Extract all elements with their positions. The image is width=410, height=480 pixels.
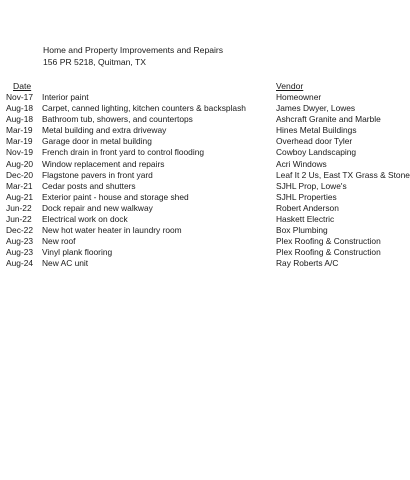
row-date: Aug-20 xyxy=(6,158,34,169)
row-description: Exterior paint - house and storage shed xyxy=(42,191,189,202)
row-vendor: Haskett Electric xyxy=(276,214,335,225)
row-description: Electrical work on dock xyxy=(42,214,128,225)
table-row xyxy=(0,92,410,103)
row-vendor: Cowboy Landscaping xyxy=(276,147,357,158)
table-row xyxy=(0,247,410,258)
row-description: Flagstone pavers in front yard xyxy=(42,169,153,180)
row-vendor: Overhead door Tyler xyxy=(276,136,353,147)
row-description: New AC unit xyxy=(42,258,89,269)
table-row xyxy=(0,136,410,147)
row-description: Garage door in metal building xyxy=(42,136,152,147)
row-date: Aug-18 xyxy=(6,114,34,125)
row-date: Aug-23 xyxy=(6,247,34,258)
row-vendor: Plex Roofing & Construction xyxy=(276,236,381,247)
row-date: Nov-19 xyxy=(6,147,33,158)
table-row xyxy=(0,114,410,125)
row-description: French drain in front yard to control flooding xyxy=(42,147,205,158)
row-description: Bathroom tub, showers, and countertops xyxy=(42,114,193,125)
table-row xyxy=(0,192,410,203)
row-date: Aug-18 xyxy=(6,103,34,114)
row-description: Window replacement and repairs xyxy=(42,158,165,169)
row-date: Nov-17 xyxy=(6,92,33,102)
table-row xyxy=(0,203,410,214)
table-row xyxy=(0,159,410,170)
row-date: Mar-21 xyxy=(6,180,33,191)
row-description: Cedar posts and shutters xyxy=(42,180,136,191)
row-date: Mar-19 xyxy=(6,136,33,147)
table-row xyxy=(0,170,410,181)
row-date: Aug-24 xyxy=(6,258,34,269)
row-vendor: Ray Roberts A/C xyxy=(276,258,339,269)
row-vendor: Ashcraft Granite and Marble xyxy=(276,114,381,125)
document-title: Home and Property Improvements and Repairs xyxy=(43,45,224,55)
improvements-list xyxy=(0,92,410,270)
row-vendor: James Dwyer, Lowes xyxy=(276,103,356,114)
table-row xyxy=(0,147,410,158)
table-row xyxy=(0,214,410,225)
row-vendor: SJHL Properties xyxy=(276,191,337,202)
table-row xyxy=(0,181,410,192)
table-row xyxy=(0,103,410,114)
row-description: Carpet, canned lighting, kitchen counters & backsplash xyxy=(42,103,246,114)
row-date: Dec-20 xyxy=(6,169,33,180)
table-row xyxy=(0,225,410,236)
row-vendor: Box Plumbing xyxy=(276,225,328,236)
row-description: Metal building and extra driveway xyxy=(42,125,167,136)
row-description: Interior paint xyxy=(42,92,89,102)
row-vendor: SJHL Prop, Lowe's xyxy=(276,180,347,191)
row-description: Vinyl plank flooring xyxy=(42,247,113,258)
row-date: Jun-22 xyxy=(6,214,32,225)
row-date: Aug-21 xyxy=(6,191,34,202)
vendor-column-header: Vendor xyxy=(276,81,304,91)
row-vendor: Leaf It 2 Us, East TX Grass & Stone xyxy=(276,169,410,180)
row-vendor: Hines Metal Buildings xyxy=(276,125,357,136)
row-vendor: Acri Windows xyxy=(276,158,327,169)
row-description: New roof xyxy=(42,236,76,247)
property-address: 156 PR 5218, Quitman, TX xyxy=(43,57,147,67)
row-description: Dock repair and new walkway xyxy=(42,202,153,213)
row-vendor: Robert Anderson xyxy=(276,202,339,213)
table-row xyxy=(0,258,410,269)
table-row xyxy=(0,236,410,247)
row-date: Dec-22 xyxy=(6,225,33,236)
row-description: New hot water heater in laundry room xyxy=(42,225,182,236)
document-header xyxy=(43,44,223,68)
row-vendor: Homeowner xyxy=(276,92,322,102)
row-date: Jun-22 xyxy=(6,202,32,213)
table-row xyxy=(0,125,410,136)
row-date: Aug-23 xyxy=(6,236,34,247)
date-column-header: Date xyxy=(13,81,32,91)
row-date: Mar-19 xyxy=(6,125,33,136)
row-vendor: Plex Roofing & Construction xyxy=(276,247,381,258)
